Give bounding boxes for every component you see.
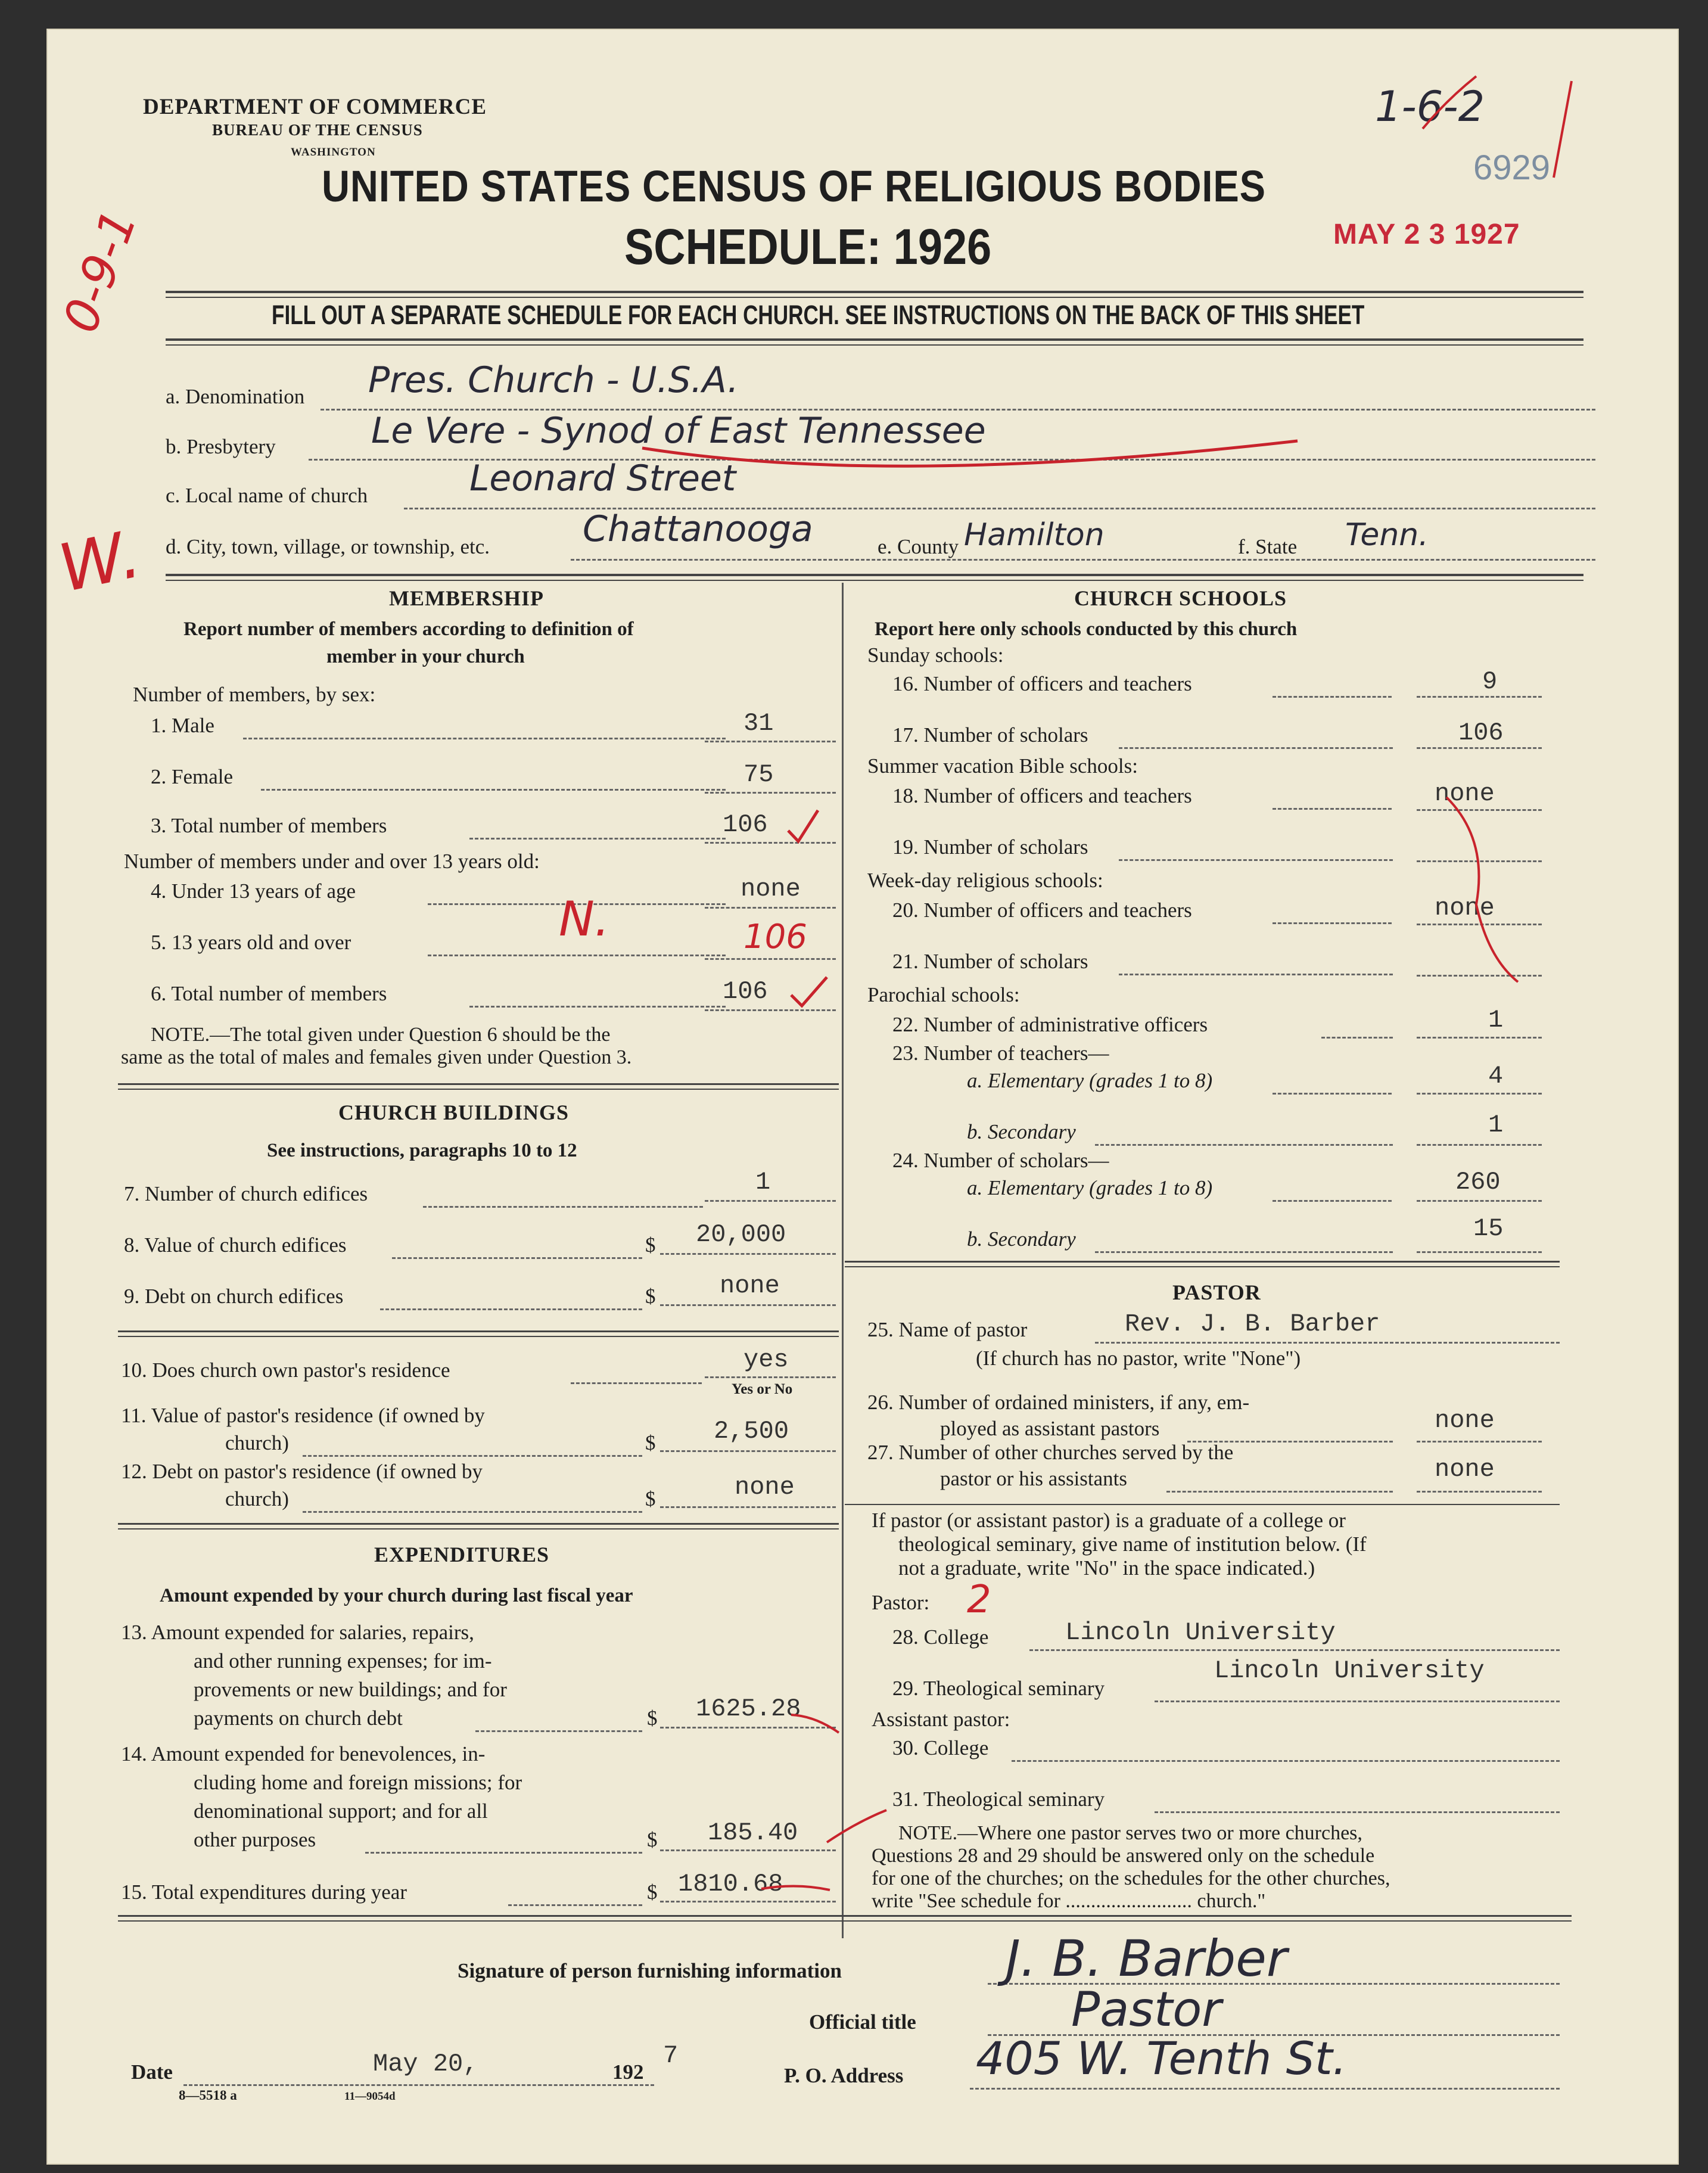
date-value: May 20, — [373, 2050, 478, 2078]
census-schedule-sheet — [46, 29, 1679, 2165]
q13-tick-mark — [791, 1715, 839, 1733]
q4-under13-value: none — [741, 875, 801, 903]
file-number-stamp: 6929 — [1473, 148, 1551, 187]
q27-value: none — [1435, 1455, 1495, 1484]
pastor-annotation: 2 — [967, 1578, 991, 1622]
pastor-note-1: NOTE.—Where one pastor serves two or more churches, — [898, 1822, 1362, 1844]
q25-hint: (If church has no pastor, write "None") — [976, 1347, 1301, 1370]
q11-currency: $ — [645, 1431, 656, 1454]
schools-heading: CHURCH SCHOOLS — [1074, 586, 1287, 610]
q3-total-value: 106 — [723, 810, 768, 839]
q10-label: 10. Does church own pastor's residence — [121, 1358, 450, 1382]
q12-label-1: 12. Debt on pastor's residence (if owned by — [121, 1460, 483, 1483]
q25-pastor-name: Rev. J. B. Barber — [1125, 1310, 1380, 1338]
q4-label: 4. Under 13 years of age — [151, 879, 356, 903]
q24a-label: a. Elementary (grades 1 to 8) — [967, 1176, 1213, 1199]
q14-label-2: cluding home and foreign missions; for — [194, 1771, 522, 1794]
q15-currency: $ — [647, 1880, 658, 1904]
q14-currency: $ — [647, 1828, 658, 1851]
membership-note-1: NOTE.—The total given under Question 6 should be the — [151, 1024, 611, 1046]
q13-label-1: 13. Amount expended for salaries, repairs, — [121, 1621, 474, 1644]
buildings-intro: See instructions, paragraphs 10 to 12 — [267, 1140, 577, 1161]
q27-label-1: 27. Number of other churches served by the — [867, 1441, 1234, 1464]
q5-over13-value: 106 — [743, 918, 807, 956]
q20-label: 20. Number of officers and teachers — [892, 899, 1192, 922]
membership-note-2: same as the total of males and females given under Question 3. — [121, 1046, 632, 1068]
city-label: d. City, town, village, or township, etc. — [166, 535, 490, 558]
fill-out-instruction: FILL OUT A SEPARATE SCHEDULE FOR EACH CHURCH. SEE INSTRUCTIONS ON THE BACK OF THIS SHEET — [272, 300, 1365, 330]
annotation-strokes — [46, 29, 1679, 2165]
q3-check-mark — [788, 810, 818, 841]
form-code: 8—5518 a — [179, 2088, 237, 2103]
q12-currency: $ — [645, 1487, 656, 1510]
q21-label: 21. Number of scholars — [892, 950, 1088, 973]
reference-code: 1-6-2 — [1375, 82, 1485, 131]
q7-edifices-value: 1 — [755, 1168, 771, 1196]
membership-heading: MEMBERSHIP — [389, 586, 545, 610]
q30-label: 30. College — [892, 1736, 989, 1759]
q23b-value: 1 — [1488, 1111, 1504, 1139]
signature-label: Signature of person furnishing information — [458, 1959, 842, 1982]
q19-label: 19. Number of scholars — [892, 835, 1088, 859]
q14-tick-mark — [827, 1810, 886, 1842]
q5-check-mark: N. — [559, 891, 610, 947]
q11-value: 2,500 — [714, 1417, 789, 1445]
parochial-schools-label: Parochial schools: — [867, 983, 1020, 1006]
po-address-value: 405 W. Tenth St. — [976, 2032, 1347, 2085]
q15-value: 1810.68 — [678, 1870, 783, 1898]
q29-seminary-value: Lincoln University — [1214, 1656, 1485, 1685]
county-label: e. County — [878, 535, 959, 558]
q9-label: 9. Debt on church edifices — [124, 1285, 344, 1308]
q5-label: 5. 13 years old and over — [151, 931, 351, 954]
q28-label: 28. College — [892, 1625, 989, 1649]
q2-label: 2. Female — [151, 765, 234, 788]
q26-label-1: 26. Number of ordained ministers, if any, em- — [867, 1391, 1250, 1414]
pastor-note-3: for one of the churches; on the schedules for the other churches, — [872, 1867, 1390, 1889]
date-year-prefix: 192 — [612, 2060, 644, 2084]
q23-label: 23. Number of teachers— — [892, 1042, 1109, 1065]
graduate-intro-1: If pastor (or assistant pastor) is a graduate of a college or — [872, 1509, 1346, 1532]
margin-mark-annotation: W. — [52, 515, 147, 607]
official-title-label: Official title — [809, 2010, 916, 2034]
signature: J. B. Barber — [1006, 1929, 1287, 1988]
members-by-sex-label: Number of members, by sex: — [133, 683, 376, 706]
form-title: UNITED STATES CENSUS OF RELIGIOUS BODIES — [322, 161, 1266, 211]
graduate-intro-2: theological seminary, give name of institution below. (If — [898, 1532, 1367, 1556]
q23a-value: 4 — [1488, 1062, 1504, 1090]
membership-intro-2: member in your church — [326, 646, 525, 667]
q25-label: 25. Name of pastor — [867, 1318, 1028, 1341]
pastor-subheading: Pastor: — [872, 1591, 930, 1614]
q29-label: 29. Theological seminary — [892, 1677, 1105, 1700]
q13-label-4: payments on church debt — [194, 1706, 403, 1730]
denomination-label: a. Denomination — [166, 385, 305, 408]
q27-label-2: pastor or his assistants — [940, 1467, 1128, 1490]
state-label: f. State — [1238, 535, 1298, 558]
q15-label: 15. Total expenditures during year — [121, 1880, 407, 1904]
q14-label-4: other purposes — [194, 1828, 316, 1851]
q7-label: 7. Number of church edifices — [124, 1182, 368, 1205]
q24b-label: b. Secondary — [967, 1227, 1076, 1251]
pastor-note-2: Questions 28 and 29 should be answered only on the schedule — [872, 1845, 1375, 1867]
assistant-pastor-subheading: Assistant pastor: — [872, 1708, 1010, 1731]
q2-female-value: 75 — [743, 760, 774, 789]
buildings-heading: CHURCH BUILDINGS — [338, 1101, 570, 1124]
q31-label: 31. Theological seminary — [892, 1787, 1105, 1811]
q13-currency: $ — [647, 1706, 658, 1730]
summer-schools-label: Summer vacation Bible schools: — [867, 754, 1138, 778]
date-year-suffix: 7 — [663, 2041, 679, 2070]
sunday-schools-label: Sunday schools: — [867, 643, 1004, 667]
q17-label: 17. Number of scholars — [892, 723, 1088, 747]
q10-value: yes — [743, 1345, 789, 1374]
expenditures-intro: Amount expended by your church during last fiscal year — [160, 1585, 633, 1606]
q11-label-1: 11. Value of pastor's residence (if owned by — [121, 1404, 485, 1427]
schools-bracket-mark — [1446, 797, 1518, 982]
q13-label-2: and other running expenses; for im- — [194, 1649, 492, 1673]
q1-label: 1. Male — [151, 714, 214, 737]
q26-value: none — [1435, 1406, 1495, 1435]
presbytery-strike-line — [642, 441, 1298, 466]
denomination-value: Pres. Church - U.S.A. — [368, 359, 739, 401]
q22-label: 22. Number of administrative officers — [892, 1013, 1208, 1036]
q3-label: 3. Total number of members — [151, 814, 387, 837]
q13-value: 1625.28 — [696, 1695, 801, 1723]
expenditures-heading: EXPENDITURES — [374, 1543, 550, 1566]
q6-label: 6. Total number of members — [151, 982, 387, 1005]
membership-intro-1: Report number of members according to definition of — [183, 618, 634, 640]
graduate-intro-3: not a graduate, write "No" in the space indicated.) — [898, 1556, 1315, 1580]
state-value: Tenn. — [1345, 517, 1429, 553]
q24b-value: 15 — [1473, 1214, 1504, 1243]
q6-check-mark — [791, 977, 827, 1006]
q24a-value: 260 — [1455, 1168, 1501, 1196]
q16-value: 9 — [1482, 667, 1498, 696]
q11-label-2: church) — [225, 1431, 289, 1454]
q18-label: 18. Number of officers and teachers — [892, 784, 1192, 807]
q16-label: 16. Number of officers and teachers — [892, 672, 1192, 695]
q12-value: none — [735, 1473, 795, 1501]
schools-intro: Report here only schools conducted by this church — [875, 618, 1298, 640]
corner-check-mark — [1423, 76, 1572, 178]
q18-value: none — [1435, 779, 1495, 808]
q15-tick-mark — [761, 1886, 830, 1890]
q1-male-value: 31 — [743, 709, 774, 738]
q6-total-value: 106 — [723, 977, 768, 1006]
weekday-schools-label: Week-day religious schools: — [867, 869, 1103, 892]
schedule-title: SCHEDULE: 1926 — [624, 219, 992, 275]
bureau-city: WASHINGTON — [291, 146, 376, 158]
q12-label-2: church) — [225, 1487, 289, 1510]
q23a-label: a. Elementary (grades 1 to 8) — [967, 1069, 1213, 1092]
department-name: DEPARTMENT OF COMMERCE — [143, 95, 487, 119]
q23b-label: b. Secondary — [967, 1120, 1076, 1143]
q10-hint: Yes or No — [732, 1381, 793, 1397]
bureau-name: BUREAU OF THE CENSUS — [212, 121, 423, 139]
q8-value: 20,000 — [696, 1220, 786, 1249]
local-name-label: c. Local name of church — [166, 484, 368, 507]
q17-value: 106 — [1458, 719, 1504, 747]
q13-label-3: provements or new buildings; and for — [194, 1678, 507, 1701]
q8-label: 8. Value of church edifices — [124, 1233, 347, 1257]
q14-label-3: denominational support; and for all — [194, 1799, 488, 1823]
presbytery-label: b. Presbytery — [166, 435, 276, 458]
city-value: Chattanooga — [583, 508, 813, 550]
presbytery-value: Le Vere - Synod of East Tennessee — [371, 410, 986, 452]
date-label: Date — [131, 2060, 173, 2084]
q8-currency: $ — [645, 1233, 656, 1257]
print-code: 11—9054d — [344, 2090, 396, 2103]
q9-currency: $ — [645, 1285, 656, 1308]
q9-value: none — [720, 1272, 780, 1300]
pastor-heading: PASTOR — [1172, 1280, 1261, 1304]
received-date-stamp: MAY 2 3 1927 — [1333, 219, 1520, 250]
county-value: Hamilton — [964, 517, 1105, 553]
margin-code-annotation: 0-9-1 — [52, 203, 148, 340]
q28-college-value: Lincoln University — [1065, 1618, 1336, 1647]
q14-label-1: 14. Amount expended for benevolences, in- — [121, 1742, 486, 1765]
local-name-value: Leonard Street — [469, 458, 736, 499]
members-by-age-label: Number of members under and over 13 years old: — [124, 850, 540, 873]
q22-value: 1 — [1488, 1006, 1504, 1034]
q14-value: 185.40 — [708, 1818, 798, 1847]
q26-label-2: ployed as assistant pastors — [940, 1417, 1160, 1440]
pastor-note-4: write "See schedule for ......................... church." — [872, 1890, 1266, 1912]
official-title-value: Pastor — [1071, 1982, 1222, 2037]
po-address-label: P. O. Address — [784, 2064, 904, 2087]
q20-value: none — [1435, 894, 1495, 922]
q24-label: 24. Number of scholars— — [892, 1149, 1109, 1172]
